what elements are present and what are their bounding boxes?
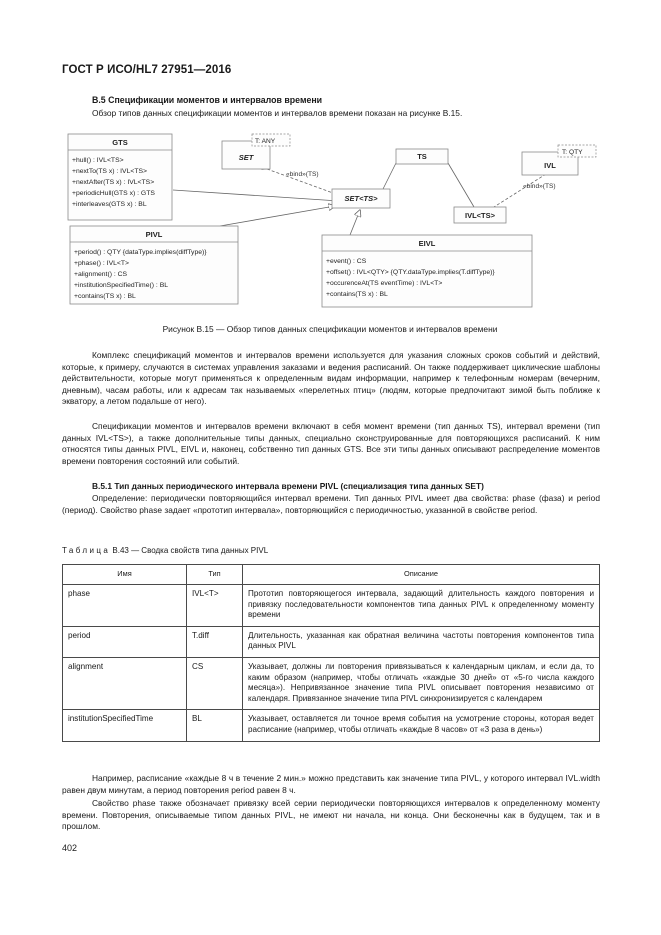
set-ts-class [332,189,390,208]
paragraph-3: Определение: периодически повторяющийся интервал времени. Тип данных PIVL имеет два свойства: phase (фаза) и period (период). Свойство phase задает «прототип интервала», повторяющийся с периодичностью, указанной в свойстве period. [62,493,600,515]
table-row [63,585,600,627]
ts-set-link [382,163,396,191]
intro-paragraph: Обзор типов данных спецификации моментов и интервалов времени показан на рисунке B.15. [92,108,463,118]
eivl-op: +contains(TS x) : BL [326,291,388,298]
document-header: ГОСТ Р ИСО/HL7 27951—2016 [62,64,232,76]
pivl-properties-table [62,564,600,742]
table-caption-text: B.43 — Сводка свойств типа данных PIVL [110,546,269,555]
set-class [222,134,290,169]
set-param: T: ANY [255,138,276,145]
table-row [63,626,600,657]
gts-op: +periodicHull(GTS x) : GTS [72,190,155,197]
cell-type: BL [187,710,243,741]
pivl-class [70,226,238,304]
table-row [63,657,600,709]
eivl-set-generalization [350,210,360,235]
pivl-op: +institutionSpecifiedTime() : BL [74,282,169,289]
bind-ivl-dependency [494,174,546,207]
cell-name: phase [63,585,187,627]
bind-label-set: «bind»(TS) [286,171,319,178]
cell-description: Прототип повторяющегося интервала, задающий длительность каждого повторения и привязку последовательности компонентов типа данных PIVL к определенному моменту времени [243,585,600,627]
pivl-op: +contains(TS x) : BL [74,293,136,300]
cell-description: Указывает, оставляется ли точное время события на усмотрение стороны, которая ведет расписание (например, чтобы отличать «каждые 8 часов» от «3 раза в день») [243,710,600,741]
ts-name: TS [417,152,427,161]
header-type: Тип [187,565,243,585]
ivl-ts-class [454,207,506,223]
table-caption [62,546,268,555]
set-ts-name: SET<TS> [344,194,378,203]
section-title: B.5 Спецификации моментов и интервалов времени [92,95,323,105]
gts-name: GTS [112,138,128,147]
eivl-op: +offset() : IVL<QTY> {QTY.dataType.implies(T.diffType)} [326,269,495,276]
gts-op: +interleaves(GTS x) : BL [72,201,147,208]
pivl-op: +phase() : IVL<T> [74,260,129,267]
eivl-class [322,235,532,307]
cell-type: IVL<T> [187,585,243,627]
table-row [63,710,600,741]
table-caption-prefix: Таблица [62,546,111,555]
table-header-row [63,565,600,585]
pivl-op: +alignment() : CS [74,271,128,278]
gts-op: +hull() : IVL<TS> [72,157,124,164]
figure-caption: Рисунок B.15 — Обзор типов данных спецификации моментов и интервалов времени [162,324,498,334]
ivl-name: IVL [544,161,556,170]
cell-name: institutionSpecifiedTime [63,710,187,741]
set-name: SET [238,153,254,162]
ivl-ts-name: IVL<TS> [464,211,496,220]
pivl-name: PIVL [145,230,163,239]
cell-type: CS [187,657,243,709]
eivl-op: +occurenceAt(TS eventTime) : IVL<T> [326,280,443,287]
uml-diagram [62,128,602,313]
ts-class [396,149,448,164]
gts-op: +nextAfter(TS x) : IVL<TS> [72,179,155,186]
pivl-set-generalization [220,206,335,226]
cell-name: alignment [63,657,187,709]
gts-op: +nextTo(TS x) : IVL<TS> [72,168,147,175]
paragraph-4: Например, расписание «каждые 8 ч в течение 2 мин.» можно представить как значение типа PIVL, у которого интервал IVL.width равен двум минутам, а период повторения period равен 8 ч. [62,773,600,795]
header-name: Имя [63,565,187,585]
cell-description: Длительность, указанная как обратная величина частоты повторения компонентов типа данных PIVL [243,626,600,657]
ivl-param: T: QTY [562,149,583,156]
eivl-name: EIVL [418,239,436,248]
gts-set-generalization [173,190,339,201]
paragraph-5: Свойство phase также обозначает привязку всей серии периодически повторяющихся интервалов к определенному моменту времени. Повторения, описываемые типом данных PIVL, не имеют ни начала, ни конца. Они бесконечны как в будущем, так и в прошлом. [62,798,600,832]
page-number: 402 [62,843,78,853]
ivl-class [522,145,596,175]
eivl-op: +event() : CS [326,258,367,265]
cell-name: period [63,626,187,657]
gts-class [68,134,172,220]
paragraph-2: Спецификации моментов и интервалов времени включают в себя момент времени (тип данных TS), интервал времени (тип данных IVL<TS>), а также дополнительные типы данных, специально сконструированные для повторяющихся расписаний. К ним относятся типы данных PIVL, EIVL и, наконец, собственно тип данных GTS. Все эти типы данных описывают распределение моментов времени повторения состояний или событий. [62,421,600,466]
cell-description: Указывает, должны ли повторения привязываться к календарным циклам, и если да, то каким образом (например, чтобы отличать «каждые 30 дней» от «5-го числа каждого месяца»). Непривязанное значение типа PIVL описывает повторения независимо от календаря. Привязанное значение типа PIVL синхронизируется с календарем [243,657,600,709]
header-description: Описание [243,565,600,585]
subsection-title: B.5.1 Тип данных периодического интервала времени PIVL (специализация типа данных SET) [92,481,484,491]
bind-label-ivl: «bind»(TS) [523,183,556,190]
paragraph-1: Комплекс спецификаций моментов и интервалов времени используется для указания сложных сроков событий и действий, которые, к примеру, случаются в системах управления заказами и ведения расписаний. Он также поддерживает циклические шаблоны действительности, которые могут применяться к определенным видам информации, например к телефонным номерам (вечерним, дневным), часам работы, или к адресам так называемых «перелетных птиц» (людям, которые предпочитают зимой быть поближе к экватору, а летом подальше от него). [62,350,600,407]
cell-type: T.diff [187,626,243,657]
pivl-op: +period() : QTY {dataType.implies(diffType)} [74,249,207,256]
ts-ivl-link [448,163,474,207]
